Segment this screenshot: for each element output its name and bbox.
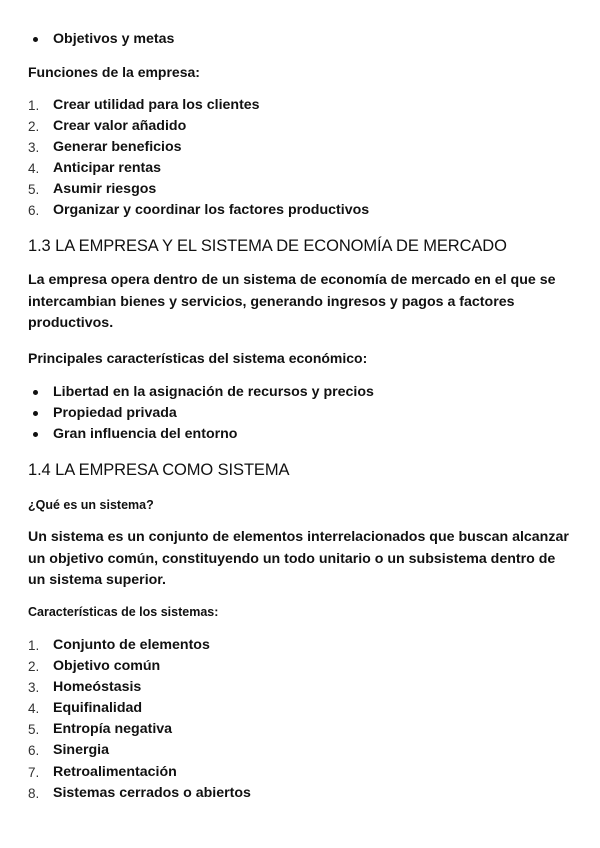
list-number: 3. (28, 679, 40, 695)
economic-features-label: Principales características del sistema económico: (28, 350, 368, 366)
list-item (28, 656, 251, 677)
list-number: 1. (28, 97, 40, 113)
list-item (28, 783, 251, 804)
list-number: 1. (28, 637, 40, 653)
section-heading-1-3: 1.3 LA EMPRESA Y EL SISTEMA DE ECONOMÍA DE MERCADO (28, 237, 507, 255)
list-item (28, 95, 369, 116)
list-item (28, 698, 251, 719)
list-item (28, 137, 369, 158)
list-item (28, 677, 251, 698)
list-number: 6. (28, 203, 40, 219)
list-item (28, 158, 369, 179)
list-item (28, 740, 251, 761)
list-item: Objetivos y metas (28, 29, 174, 50)
list-item: Gran influencia del entorno (28, 424, 374, 445)
list-item-text: Organizar y coordinar los factores productivos (53, 202, 370, 219)
list-number: 5. (28, 182, 40, 198)
list-number: 4. (28, 701, 40, 717)
list-item: Propiedad privada (28, 403, 374, 424)
list-number: 2. (28, 118, 40, 134)
list-item-text: Generar beneficios (53, 138, 182, 155)
list-number: 2. (28, 658, 40, 674)
list-number: 5. (28, 722, 40, 738)
list-item-text: Sinergia (53, 742, 109, 759)
list-item (28, 719, 251, 740)
system-definition-paragraph: Un sistema es un conjunto de elementos interrelacionados que buscan alcanzar un objetivo común, constituyendo un todo unitario o un subsistema dentro de un sistema superior. (28, 529, 569, 589)
system-characteristics-list (28, 635, 251, 805)
list-number: 3. (28, 139, 40, 155)
list-number: 8. (28, 785, 40, 801)
system-characteristics-label: Características de los sistemas: (28, 605, 219, 619)
section-heading-1-4: 1.4 LA EMPRESA COMO SISTEMA (28, 461, 290, 479)
economic-features-list (28, 382, 374, 446)
list-item-text: Crear valor añadido (53, 117, 187, 134)
list-item-text: Equifinalidad (53, 700, 143, 717)
list-item-text: Objetivo común (53, 657, 161, 674)
list-item: Libertad en la asignación de recursos y precios (28, 382, 374, 403)
list-item-text: Crear utilidad para los clientes (53, 96, 260, 113)
list-item-text: Asumir riesgos (53, 181, 157, 198)
list-item-text: Sistemas cerrados o abiertos (53, 784, 251, 801)
list-number: 4. (28, 161, 40, 177)
functions-list (28, 95, 369, 222)
list-item-text: Conjunto de elementos (53, 636, 210, 653)
market-economy-paragraph: La empresa opera dentro de un sistema de economía de mercado en el que se intercambian bienes y servicios, generando ingresos y pagos a factores productivos. (28, 272, 556, 332)
list-number: 6. (28, 743, 40, 759)
list-number: 7. (28, 764, 40, 780)
list-item-text: Entropía negativa (53, 721, 173, 738)
list-item (28, 179, 369, 200)
list-item (28, 116, 369, 137)
list-item-text: Anticipar rentas (53, 160, 162, 177)
list-item (28, 635, 251, 656)
list-item (28, 762, 251, 783)
system-question: ¿Qué es un sistema? (28, 498, 154, 512)
functions-label: Funciones de la empresa: (28, 64, 200, 80)
list-item-text: Homeóstasis (53, 678, 142, 695)
list-item-text: Retroalimentación (53, 763, 177, 780)
objectives-list (28, 29, 174, 50)
list-item (28, 200, 369, 221)
